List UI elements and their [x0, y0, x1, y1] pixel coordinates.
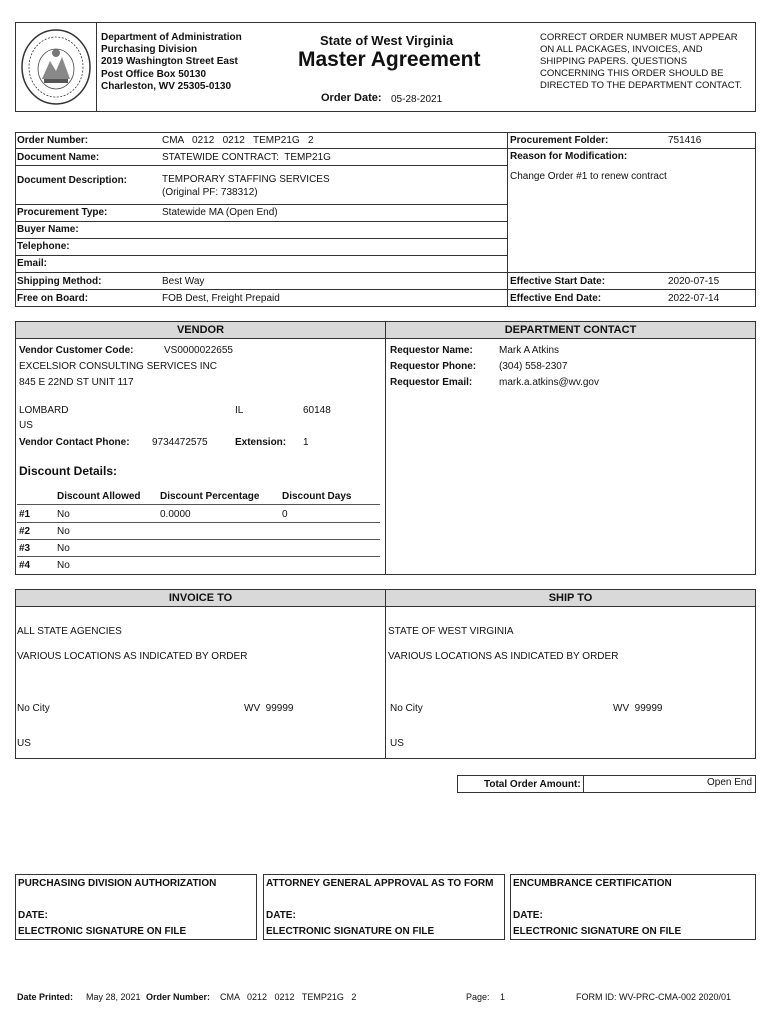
order-date: 05-28-2021 — [391, 94, 443, 105]
document-description-2: (Original PF: 738312) — [162, 187, 258, 198]
dept-line-2: Purchasing Division — [101, 44, 198, 55]
row-line — [15, 148, 756, 149]
requestor-name: Mark A Atkins — [499, 345, 560, 356]
vendor-state: IL — [235, 405, 244, 416]
order-date-label: Order Date: — [321, 92, 382, 104]
ship-country: US — [390, 738, 404, 749]
discount-row-allowed: No — [57, 543, 70, 554]
requestor-email[interactable]: mark.a.atkins@wv.gov — [499, 377, 599, 388]
total-order-label: Total Order Amount: — [484, 779, 581, 790]
document-name: STATEWIDE CONTRACT: TEMP21G — [162, 152, 331, 163]
department-contact-heading: DEPARTMENT CONTACT — [385, 321, 756, 339]
signature-date-label: DATE: — [18, 910, 48, 921]
row-line — [15, 165, 507, 166]
invoice-ship-divider — [385, 589, 386, 759]
invoice-line-1: ALL STATE AGENCIES — [17, 626, 122, 637]
email-label: Email: — [17, 258, 48, 269]
procurement-folder-label: Procurement Folder: — [510, 135, 609, 146]
footer-date-printed-label: Date Printed: — [17, 992, 74, 1002]
vendor-heading: VENDOR — [15, 321, 386, 339]
order-number: CMA 0212 0212 TEMP21G 2 — [162, 135, 314, 146]
telephone-label: Telephone: — [17, 241, 70, 252]
discount-row-pct: 0.0000 — [160, 509, 191, 520]
document-description-label: Document Description: — [17, 175, 128, 186]
signature-date-label: DATE: — [513, 910, 543, 921]
footer-date-printed: May 28, 2021 — [86, 992, 141, 1002]
document-description-1: TEMPORARY STAFFING SERVICES — [162, 174, 330, 185]
vendor-country: US — [19, 420, 33, 431]
state-title: State of West Virginia — [320, 33, 454, 48]
start-date-label: Effective Start Date: — [510, 276, 606, 287]
requestor-phone-label: Requestor Phone: — [390, 361, 477, 372]
end-date-label: Effective End Date: — [510, 293, 602, 304]
signature-title: ATTORNEY GENERAL APPROVAL AS TO FORM — [266, 878, 494, 889]
discount-row-days: 0 — [282, 509, 288, 520]
discount-rule — [17, 522, 380, 523]
vendor-city: LOMBARD — [19, 405, 69, 416]
discount-row-num: #2 — [19, 526, 31, 537]
vendor-contact-phone: 9734472575 — [152, 437, 208, 448]
row-line — [15, 255, 507, 256]
discount-col-allowed: Discount Allowed — [57, 491, 141, 502]
discount-row-num: #4 — [19, 560, 31, 571]
shipping-method: Best Way — [162, 276, 205, 287]
row-line — [15, 289, 756, 290]
requestor-phone: (304) 558-2307 — [499, 361, 568, 372]
vendor-name: EXCELSIOR CONSULTING SERVICES INC — [19, 361, 218, 372]
requestor-name-label: Requestor Name: — [390, 345, 473, 356]
discount-rule — [17, 556, 380, 557]
procurement-type: Statewide MA (Open End) — [162, 207, 278, 218]
shipping-method-label: Shipping Method: — [17, 276, 102, 287]
vendor-customer-code: VS0000022655 — [164, 345, 233, 356]
header-divider — [96, 22, 97, 112]
row-line — [15, 238, 507, 239]
discount-col-days: Discount Days — [282, 491, 352, 502]
ship-line-2: VARIOUS LOCATIONS AS INDICATED BY ORDER — [388, 651, 619, 662]
start-date: 2020-07-15 — [668, 276, 720, 287]
reason-label: Reason for Modification: — [510, 151, 628, 162]
footer-order-number-label: Order Number: — [146, 992, 211, 1002]
row-line — [15, 221, 507, 222]
invoice-state-zip: WV 99999 — [244, 703, 294, 714]
discount-rule — [17, 504, 380, 505]
discount-heading: Discount Details: — [19, 464, 118, 478]
invoice-country: US — [17, 738, 31, 749]
signature-date-label: DATE: — [266, 910, 296, 921]
dept-line-1: Department of Administration — [101, 32, 242, 43]
signature-title: ENCUMBRANCE CERTIFICATION — [513, 878, 672, 889]
invoice-line-2: VARIOUS LOCATIONS AS INDICATED BY ORDER — [17, 651, 248, 662]
free-on-board: FOB Dest, Freight Prepaid — [162, 293, 280, 304]
footer-order-number: CMA 0212 0212 TEMP21G 2 — [220, 992, 357, 1002]
dept-line-5: Charleston, WV 25305-0130 — [101, 81, 232, 92]
row-line — [15, 272, 756, 273]
ship-to-heading: SHIP TO — [385, 589, 756, 607]
dept-line-4: Post Office Box 50130 — [101, 69, 207, 80]
vendor-address: 845 E 22ND ST UNIT 117 — [19, 377, 134, 388]
discount-col-percentage: Discount Percentage — [160, 491, 260, 502]
order-info-box — [15, 132, 756, 307]
discount-rule — [17, 539, 380, 540]
state-seal — [20, 27, 92, 107]
order-notice: CORRECT ORDER NUMBER MUST APPEAR ON ALL PACKAGES, INVOICES, AND SHIPPING PAPERS. QUESTIONS CONCERNING THIS ORDER SHOULD BE DIRECTED TO THE DEPARTMENT CONTACT. — [540, 32, 742, 91]
dept-line-3: 2019 Washington Street East — [101, 56, 238, 67]
procurement-folder: 751416 — [668, 135, 702, 146]
total-divider — [583, 775, 584, 793]
signature-esig: ELECTRONIC SIGNATURE ON FILE — [266, 926, 435, 937]
signature-esig: ELECTRONIC SIGNATURE ON FILE — [513, 926, 682, 937]
signature-title: PURCHASING DIVISION AUTHORIZATION — [18, 878, 217, 889]
footer-page-label: Page: — [466, 992, 490, 1002]
ship-city: No City — [390, 703, 423, 714]
vendor-contact-phone-label: Vendor Contact Phone: — [19, 437, 130, 448]
row-line — [15, 204, 507, 205]
buyer-name-label: Buyer Name: — [17, 224, 79, 235]
free-on-board-label: Free on Board: — [17, 293, 89, 304]
discount-row-num: #1 — [19, 509, 31, 520]
invoice-to-heading: INVOICE TO — [15, 589, 386, 607]
vendor-extension-label: Extension: — [235, 437, 287, 448]
discount-row-allowed: No — [57, 526, 70, 537]
requestor-email-label: Requestor Email: — [390, 377, 473, 388]
vendor-zip: 60148 — [303, 405, 331, 416]
signature-esig: ELECTRONIC SIGNATURE ON FILE — [18, 926, 187, 937]
procurement-type-label: Procurement Type: — [17, 207, 108, 218]
footer-page: 1 — [500, 992, 506, 1002]
invoice-city: No City — [17, 703, 50, 714]
discount-row-allowed: No — [57, 509, 70, 520]
ship-state-zip: WV 99999 — [613, 703, 663, 714]
vendor-contact-divider — [385, 321, 386, 575]
reason-value: Change Order #1 to renew contract — [510, 171, 667, 182]
total-order-value: Open End — [707, 777, 753, 788]
footer-form-id: FORM ID: WV-PRC-CMA-002 2020/01 — [576, 992, 732, 1002]
order-number-label: Order Number: — [17, 135, 89, 146]
discount-row-allowed: No — [57, 560, 70, 571]
end-date: 2022-07-14 — [668, 293, 720, 304]
vendor-customer-code-label: Vendor Customer Code: — [19, 345, 134, 356]
vendor-extension: 1 — [303, 437, 309, 448]
order-info-divider — [507, 132, 508, 307]
ship-line-1: STATE OF WEST VIRGINIA — [388, 626, 514, 637]
document-name-label: Document Name: — [17, 152, 100, 163]
doc-title: Master Agreement — [298, 48, 481, 71]
discount-row-num: #3 — [19, 543, 31, 554]
